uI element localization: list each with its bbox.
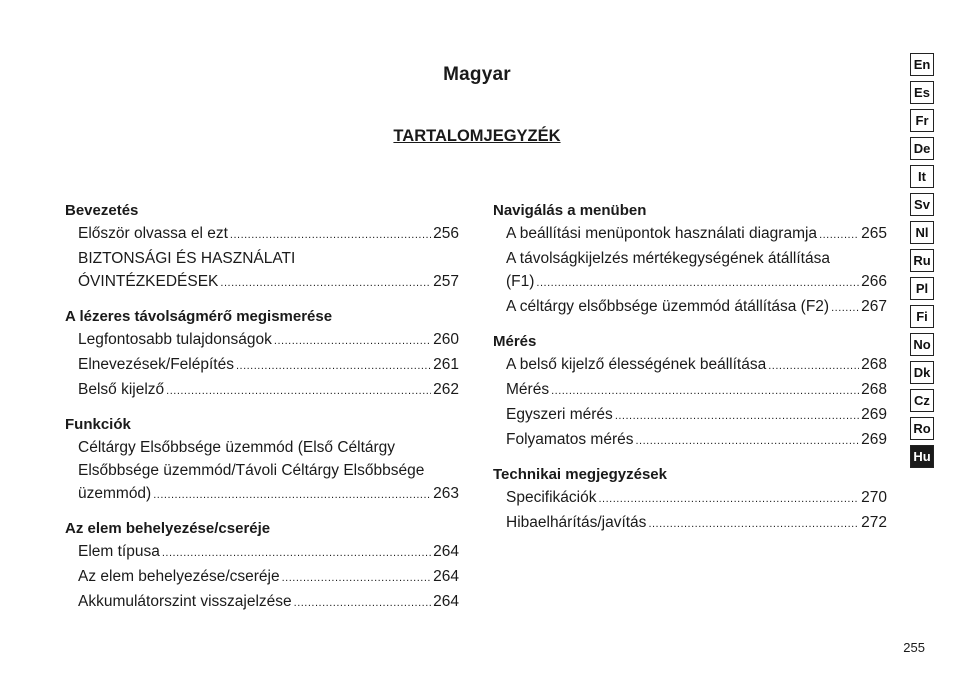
toc-entry[interactable] [65, 247, 459, 295]
toc-entry-line [506, 295, 887, 320]
toc-entry-text: Hibaelhárítás/javítás [506, 514, 647, 531]
toc-entry-line [506, 486, 887, 511]
toc-entry-line [506, 403, 887, 428]
toc-entry[interactable] [493, 486, 887, 511]
toc-entry-line [506, 353, 887, 378]
toc-entry[interactable] [493, 222, 887, 247]
toc-entry-line [78, 328, 459, 353]
toc-entry-line [506, 378, 887, 403]
toc-title: TARTALOMJEGYZÉK [393, 127, 561, 145]
language-tab-ru[interactable]: Ru [910, 249, 934, 272]
toc-entry[interactable] [493, 353, 887, 378]
dot-leader [635, 430, 859, 453]
dot-leader [294, 592, 431, 615]
toc-entry-text: A belső kijelző élességének beállítása [506, 356, 767, 373]
toc-page-number: 263 [433, 485, 459, 502]
language-tab-hu[interactable]: Hu [910, 445, 934, 468]
language-tab-pl[interactable]: Pl [910, 277, 934, 300]
toc-section [65, 305, 459, 403]
toc-section [493, 199, 887, 320]
toc-entry[interactable] [65, 565, 459, 590]
language-tab-en[interactable]: En [910, 53, 934, 76]
dot-leader [551, 380, 859, 403]
toc-entry[interactable] [65, 328, 459, 353]
toc-page-number: 270 [861, 489, 887, 506]
dot-leader [282, 567, 432, 590]
toc-page-number: 256 [433, 225, 459, 242]
toc-entry-text: A beállítási menüpontok használati diagramja [506, 225, 818, 242]
toc-page-number: 269 [861, 431, 887, 448]
toc-page-number: 264 [433, 568, 459, 585]
language-tab-de[interactable]: De [910, 137, 934, 160]
toc-page-number: 265 [861, 225, 887, 242]
toc-entry[interactable] [493, 295, 887, 320]
language-tab-it[interactable]: It [910, 165, 934, 188]
toc-page-number: 269 [861, 406, 887, 423]
toc-entry-text: Először olvassa el ezt [78, 225, 228, 242]
toc-entry-text: Elem típusa [78, 543, 160, 560]
toc-entry[interactable] [493, 247, 887, 295]
toc-section [65, 199, 459, 295]
toc-page-number: 268 [861, 381, 887, 398]
language-tab-sv[interactable]: Sv [910, 193, 934, 216]
toc-entry-line [78, 565, 459, 590]
toc-entry[interactable] [65, 540, 459, 565]
toc-section-title: Az elem behelyezése/cseréje [65, 520, 271, 537]
toc-page-number: 260 [433, 331, 459, 348]
toc-entry-line [78, 540, 459, 565]
language-tab-fr[interactable]: Fr [910, 109, 934, 132]
toc-page-number: 264 [433, 543, 459, 560]
dot-leader [831, 297, 859, 320]
toc-entry[interactable] [493, 378, 887, 403]
toc-entry-line [78, 222, 459, 247]
toc-entry-line [78, 270, 459, 295]
toc-entry-text: Az elem behelyezése/cseréje [78, 568, 280, 585]
toc-entry[interactable] [65, 378, 459, 403]
toc-section [493, 330, 887, 453]
toc-entry-text: Céltárgy Elsőbbsége üzemmód (Első Céltárgy [78, 439, 396, 456]
toc-page-number: 264 [433, 593, 459, 610]
toc-entry-text: A távolságkijelzés mértékegységének átállítása [506, 250, 830, 267]
toc-page-number: 261 [433, 356, 459, 373]
toc-entry-text: A céltárgy elsőbbsége üzemmód átállítása (F2) [506, 298, 830, 315]
dot-leader [166, 380, 431, 403]
toc-entry-line [78, 378, 459, 403]
dot-leader [153, 484, 431, 507]
language-tab-no[interactable]: No [910, 333, 934, 356]
toc-page-number: 262 [433, 381, 459, 398]
toc-page-number: 257 [433, 273, 459, 290]
language-tab-dk[interactable]: Dk [910, 361, 934, 384]
dot-leader [819, 224, 859, 247]
toc-entry[interactable] [493, 511, 887, 536]
toc-entry-text: Egyszeri mérés [506, 406, 613, 423]
toc-entry-text: Akkumulátorszint visszajelzése [78, 593, 292, 610]
toc-entry-line [78, 590, 459, 615]
toc-entry-line [506, 222, 887, 247]
toc-entry[interactable] [65, 353, 459, 378]
language-tabs [910, 53, 934, 473]
dot-leader [768, 355, 859, 378]
language-tab-ro[interactable]: Ro [910, 417, 934, 440]
toc-section [493, 463, 887, 536]
toc-page-number: 268 [861, 356, 887, 373]
toc-entry[interactable] [65, 222, 459, 247]
toc-section-title: Bevezetés [65, 202, 139, 219]
dot-leader [230, 224, 431, 247]
toc-entry[interactable] [493, 403, 887, 428]
toc-entry-line [506, 428, 887, 453]
toc-page-number: 267 [861, 298, 887, 315]
language-tab-cz[interactable]: Cz [910, 389, 934, 412]
toc-right-column [493, 199, 887, 546]
language-tab-fi[interactable]: Fi [910, 305, 934, 328]
toc-section-title: Technikai megjegyzések [493, 466, 667, 483]
toc-entry[interactable] [493, 428, 887, 453]
toc-entry[interactable] [65, 436, 459, 507]
language-tab-nl[interactable]: Nl [910, 221, 934, 244]
toc-section-title: Funkciók [65, 416, 131, 433]
dot-leader [648, 513, 859, 536]
dot-leader [236, 355, 431, 378]
language-tab-es[interactable]: Es [910, 81, 934, 104]
toc-entry-line [78, 353, 459, 378]
toc-entry[interactable] [65, 590, 459, 615]
toc-page-number: 272 [861, 514, 887, 531]
toc-entry-text: Specifikációk [506, 489, 597, 506]
toc-section-title: Mérés [493, 333, 537, 350]
toc-entry-text: Legfontosabb tulajdonságok [78, 331, 272, 348]
toc-entry-text: Belső kijelző [78, 381, 165, 398]
dot-leader [162, 542, 431, 565]
toc-entry-text: Elsőbbsége üzemmód/Távoli Céltárgy Elsőbbsége [78, 462, 425, 479]
dot-leader [536, 272, 859, 295]
toc-entry-line [78, 482, 459, 507]
dot-leader [615, 405, 859, 428]
toc-left-column [65, 199, 459, 625]
toc-entry-text: Elnevezések/Felépítés [78, 356, 234, 373]
dot-leader [274, 330, 431, 353]
toc-entry-text: (F1) [506, 273, 535, 290]
dot-leader [598, 488, 859, 511]
toc-section-title: A lézeres távolságmérő megismerése [65, 308, 333, 325]
language-title: Magyar [443, 64, 511, 85]
toc-entry-text: BIZTONSÁGI ÉS HASZNÁLATI [78, 250, 296, 267]
toc-entry-text: üzemmód) [78, 485, 152, 502]
toc-section [65, 413, 459, 507]
toc-entry-text: Mérés [506, 381, 550, 398]
page-number: 255 [903, 640, 925, 655]
dot-leader [220, 272, 431, 295]
toc-section [65, 517, 459, 615]
toc-entry-text: Folyamatos mérés [506, 431, 634, 448]
toc-page-number: 266 [861, 273, 887, 290]
toc-entry-line [506, 511, 887, 536]
toc-entry-line [506, 270, 887, 295]
toc-entry-text: ÓVINTÉZKEDÉSEK [78, 273, 219, 290]
toc-section-title: Navigálás a menüben [493, 202, 647, 219]
